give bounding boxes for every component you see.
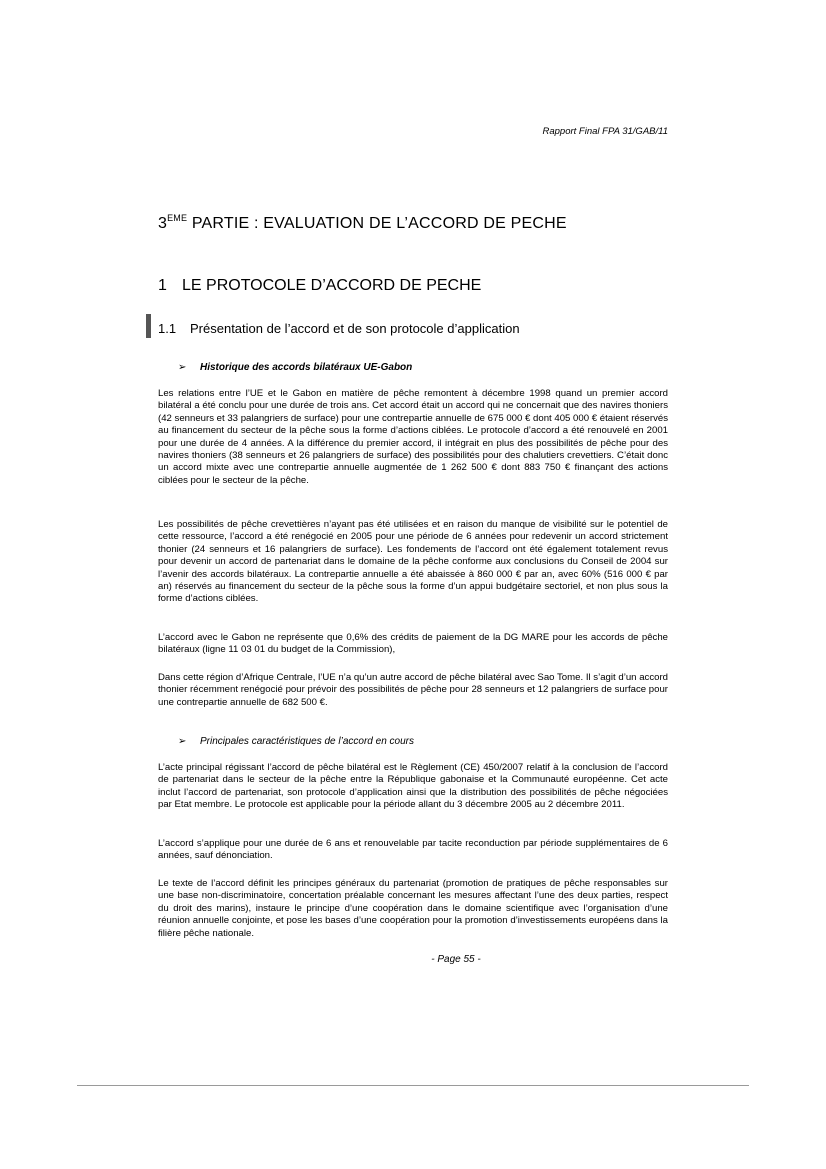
paragraph: Les possibilités de pêche crevettières n’ayant pas été utilisées et en raison du manque de visibilité sur le potentiel de cette ressource, l’accord a été renégocié en 2005 pour une période de 6 années pour redevenir un accord strictement thonier (24 senneurs et 16 palangriers de surface). Les fondements de l’accord ont été également totalement revus pour devenir un accord de partenariat dans le domaine de la pêche conforme aux conclusions du Conseil de 2004 sur l’avenir des accords bilatéraux. La contrepartie annuelle a été abaissée à 860 000 € par an, avec 60% (516 000 € par an) réservés au financement du secteur de la pêche sous la forme d’un appui budgétaire sectoriel, et non plus sous la forme d’actions ciblées.: [158, 519, 668, 605]
section-number: 1: [158, 277, 167, 294]
subheading-text: Historique des accords bilatéraux UE-Gabon: [200, 362, 413, 373]
section-title: LE PROTOCOLE D’ACCORD DE PECHE: [182, 277, 482, 294]
section-heading-1: [158, 277, 481, 295]
section-heading-1-1: [158, 321, 520, 336]
paragraph: L’acte principal régissant l’accord de pêche bilatéral est le Règlement (CE) 450/2007 relatif à la conclusion de l’accord de partenariat dans le secteur de la pêche entre la République gabonaise et la Communauté européenne. Cet acte inclut l’accord de partenariat, son protocole d’application ainsi que la distribution des possibilités de pêche négociées par Etat membre. Le protocole est applicable pour la période allant du 3 décembre 2005 au 2 décembre 2011.: [158, 762, 668, 811]
arrow-bullet-icon: ➢: [178, 362, 187, 373]
footer-divider: [77, 1085, 749, 1086]
subsection-title: Présentation de l’accord et de son protocole d’application: [190, 321, 520, 336]
part-ordinal-suffix: EME: [167, 213, 188, 223]
part-title-text: PARTIE : EVALUATION DE L’ACCORD DE PECHE: [187, 215, 567, 232]
running-header: Rapport Final FPA 31/GAB/11: [542, 126, 668, 137]
change-bar: [146, 314, 151, 338]
paragraph: Le texte de l’accord définit les principes généraux du partenariat (promotion de pratiques de pêche responsables sur une base non-discriminatoire, concertation préalable concernant les mesures affectant l’une des deux parties, respect du droit des marins), instaure le principe d’une coopération dans le domaine scientifique avec l’organisation d’une réunion annuelle conjointe, et pose les bases d’une coopération pour la promotion d’investissements européens dans la filière pêche nationale.: [158, 878, 668, 939]
subheading-historique: [178, 362, 412, 373]
paragraph: L’accord s’applique pour une durée de 6 ans et renouvelable par tacite reconduction par période supplémentaires de 6 années, sauf dénonciation.: [158, 838, 668, 862]
arrow-bullet-icon: ➢: [178, 736, 187, 747]
paragraph: Les relations entre l’UE et le Gabon en matière de pêche remontent à décembre 1998 quand un premier accord bilatéral a été conclu pour une durée de trois ans. Cet accord était un accord qui ne concernait que des navires thoniers (42 senneurs et 33 palangriers de surface) pour une contrepartie annuelle de 675 000 € dont 405 000 € étaient réservés au financement du secteur de la pêche sous la forme d’actions ciblées. Le protocole d’accord a été renouvelé en 2001 pour une durée de 4 années. A la différence du premier accord, il intégrait en plus des possibilités de pêche pour des navires thoniers (38 senneurs et 26 palangriers de surface) des possibilités pour des chalutiers crevettiers. C’était donc un accord mixte avec une contrepartie annuelle augmentée de 1 262 500 € dont 883 750 € finançant des actions ciblées pour le secteur de la pêche.: [158, 388, 668, 486]
paragraph: Dans cette région d’Afrique Centrale, l’UE n’a qu’un autre accord de pêche bilatéral avec Sao Tome. Il s’agit d’un accord thonier récemment renégocié pour prévoir des possibilités de pêche pour 28 senneurs et 12 palangriers de surface pour une contrepartie annuelle de 682 500 €.: [158, 672, 668, 708]
subheading-caracteristiques: [178, 736, 414, 747]
paragraph: L’accord avec le Gabon ne représente que 0,6% des crédits de paiement de la DG MARE pour les accords de pêche bilatéraux (ligne 11 03 01 du budget de la Commission),: [158, 632, 668, 656]
part-ordinal: 3: [158, 215, 168, 232]
part-title: [158, 213, 678, 233]
subheading-text: Principales caractéristiques de l’accord en cours: [200, 736, 414, 747]
page-number: - Page 55 -: [431, 954, 481, 965]
subsection-number: 1.1: [158, 321, 177, 336]
